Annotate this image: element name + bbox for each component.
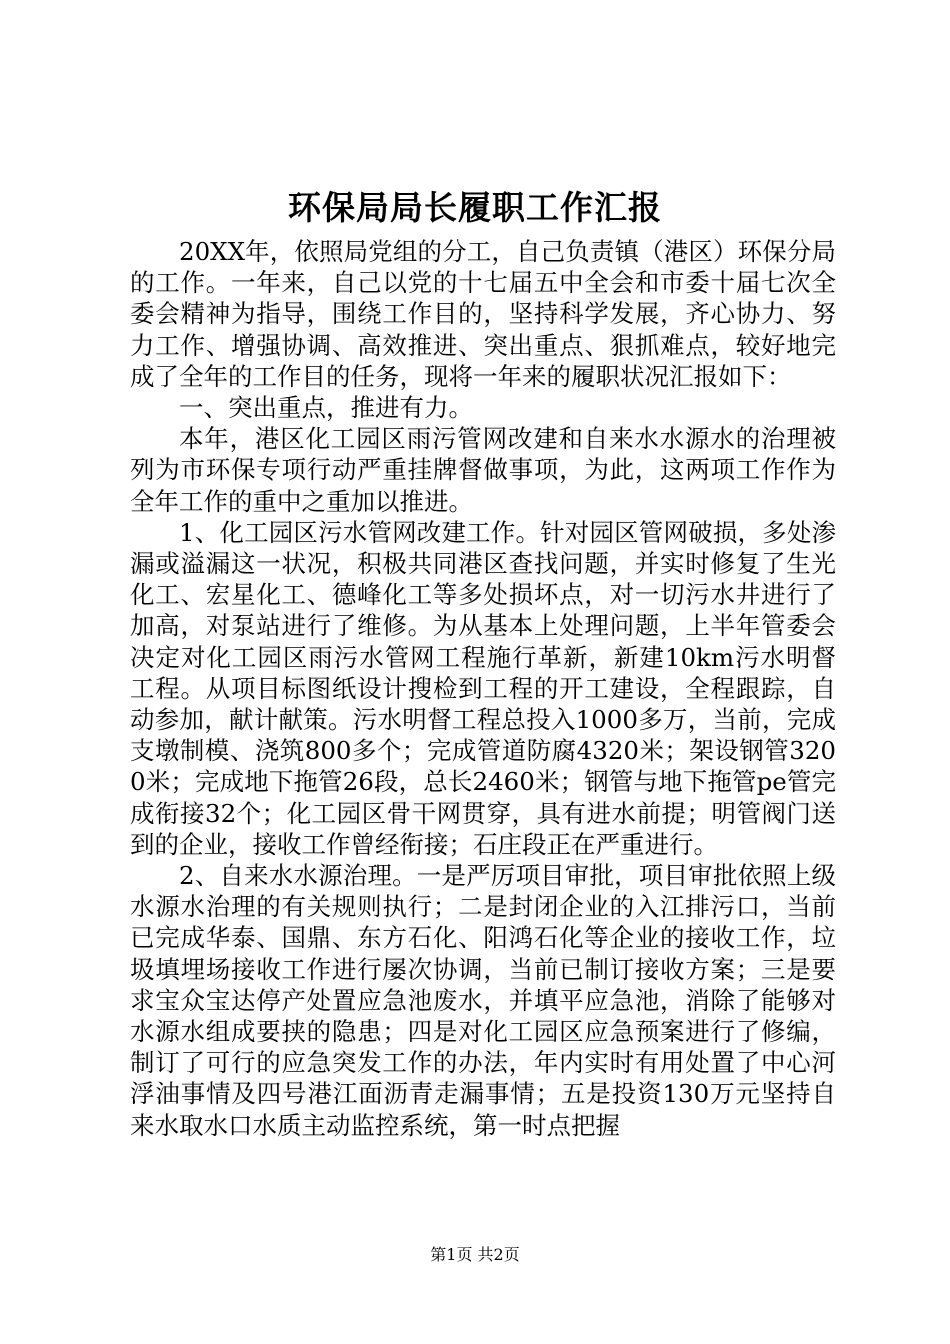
paragraph-intro: 20XX年，依照局党组的分工，自己负责镇（港区）环保分局的工作。一年来，自己以党的十七届五中全会和市委十届七次全委会精神为指导，围绕工作目的，坚持科学发展，齐心协力、努力工作、增强协调、高效推进、突出重点、狠抓难点，较好地完成了全年的工作目的任务，现将一年来的履职状况汇报如下：: [130, 237, 836, 391]
paragraph-item-2: 2、自来水水源治理。一是严厉项目审批，项目审批依照上级水源水治理的有关规则执行；二是封闭企业的入江排污口，当前已完成华泰、国鼎、东方石化、阳鸿石化等企业的接收工作，垃圾填埋场接收工作进行屡次协调，当前已制订接收方案；三是要求宝众宝达停产处置应急池废水，并填平应急池，消除了能够对水源水组成要挟的隐患；四是对化工园区应急预案进行了修编，制订了可行的应急突发工作的办法，年内实时有用处置了中心河浮油事情及四号港江面沥青走漏事情；五是投资130万元坚持自来水取水口水质主动监控系统，第一时点把握: [130, 861, 836, 1140]
document-title: 环保局局长履职工作汇报: [288, 188, 662, 227]
paragraph-section-1-intro: 本年，港区化工园区雨污管网改建和自来水水源水的治理被列为市环保专项行动严重挂牌督做事项，为此，这两项工作作为全年工作的重中之重加以推进。: [130, 424, 836, 516]
section-heading-1: 一、突出重点，推进有力。: [179, 393, 473, 423]
paragraph-item-1: 1、化工园区污水管网改建工作。针对园区管网破损，多处渗漏或溢漏这一状况，积极共同港区查找问题，并实时修复了生光化工、宏星化工、德峰化工等多处损坏点，对一切污水井进行了加高，对泵站进行了维修。为从基本上处理问题，上半年管委会决定对化工园区雨污水管网工程施行革新，新建10km污水明督工程。从项目标图纸设计搜检到工程的开工建设，全程跟踪，自动参加，献计献策。污水明督工程总投入1000多万，当前，完成支墩制模、浇筑800多个；完成管道防腐4320米；架设钢管3200米；完成地下拖管26段，总长2460米；钢管与地下拖管pe管完成衔接32个；化工园区骨干网贯穿，具有进水前提；明管阀门送到的企业，接收工作曾经衔接；石庄段正在严重进行。: [130, 517, 836, 859]
document-body: [130, 236, 836, 1141]
page-number-footer: 第1页 共2页: [430, 1245, 520, 1264]
